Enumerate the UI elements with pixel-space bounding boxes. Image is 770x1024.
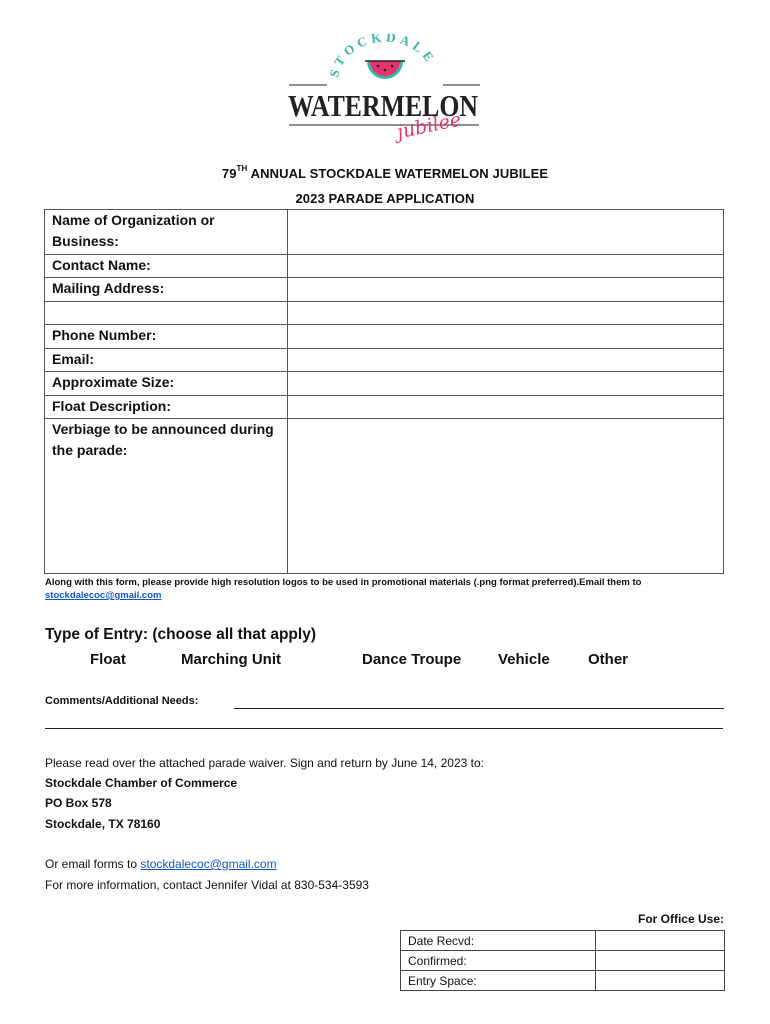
- logo-arc-text: STOCKDALE: [326, 34, 440, 79]
- confirmed-label: Confirmed:: [401, 951, 596, 971]
- form-row-organization: [45, 210, 724, 255]
- mailing-address-label: Mailing Address:: [45, 278, 288, 302]
- return-city: Stockdale, TX 78160: [45, 817, 161, 831]
- comments-input-line-1[interactable]: [234, 708, 724, 709]
- mailing-address-2-label: [45, 302, 288, 325]
- form-row-contact-name: [45, 255, 724, 278]
- note-email-link[interactable]: stockdalecoc@gmail.com: [45, 590, 162, 601]
- mailing-address-2-field[interactable]: [288, 302, 724, 325]
- confirmed-field[interactable]: [596, 951, 725, 971]
- approx-size-label: Approximate Size:: [45, 372, 288, 396]
- approx-size-field[interactable]: [288, 372, 724, 396]
- office-use-label: For Office Use:: [637, 912, 724, 926]
- entry-option-float[interactable]: Float: [90, 651, 126, 668]
- logo-main-text: WATERMELON: [288, 88, 478, 123]
- return-instruction: Please read over the attached parade waiver. Sign and return by June 14, 2023 to:: [45, 756, 484, 770]
- watermelon-jubilee-logo: [283, 34, 483, 144]
- form-row-float-description: [45, 396, 724, 419]
- entry-option-dance-troupe[interactable]: Dance Troupe: [362, 651, 462, 668]
- office-row-entry-space: [401, 971, 725, 991]
- float-description-field[interactable]: [288, 396, 724, 419]
- entry-space-label: Entry Space:: [401, 971, 596, 991]
- contact-info-line: For more information, contact Jennifer Vidal at 830-534-3593: [45, 878, 369, 892]
- verbiage-field[interactable]: [288, 419, 724, 574]
- form-row-mailing-address-2: [45, 302, 724, 325]
- email-forms-link[interactable]: stockdalecoc@gmail.com: [140, 857, 277, 871]
- comments-label: Comments/Additional Needs:: [45, 695, 199, 707]
- email-forms-line: Or email forms to stockdalecoc@gmail.com: [45, 857, 277, 871]
- email-field[interactable]: [288, 349, 724, 372]
- office-row-confirmed: [401, 951, 725, 971]
- float-description-label: Float Description:: [45, 396, 288, 419]
- entry-option-marching-unit[interactable]: Marching Unit: [181, 651, 281, 668]
- organization-label: Name of Organization or Business:: [45, 210, 288, 255]
- office-row-date-recvd: [401, 931, 725, 951]
- verbiage-label: Verbiage to be announced during the parade:: [45, 419, 288, 574]
- form-row-verbiage: [45, 419, 724, 574]
- page-title-line1: 79TH ANNUAL STOCKDALE WATERMELON JUBILEE: [221, 164, 549, 181]
- entry-option-vehicle[interactable]: Vehicle: [498, 651, 550, 668]
- form-row-approx-size: [45, 372, 724, 396]
- phone-field[interactable]: [288, 325, 724, 349]
- email-label: Email:: [45, 349, 288, 372]
- organization-field[interactable]: [288, 210, 724, 255]
- form-row-email: [45, 349, 724, 372]
- page-title-line2: 2023 PARADE APPLICATION: [295, 191, 475, 206]
- return-po-box: PO Box 578: [45, 796, 112, 810]
- date-recvd-field[interactable]: [596, 931, 725, 951]
- entry-space-field[interactable]: [596, 971, 725, 991]
- return-org-name: Stockdale Chamber of Commerce: [45, 776, 238, 790]
- form-row-mailing-address: [45, 278, 724, 302]
- contact-name-field[interactable]: [288, 255, 724, 278]
- entry-option-other[interactable]: Other: [588, 651, 629, 668]
- comments-input-line-2[interactable]: [45, 728, 723, 729]
- logo-instructions-note: Along with this form, please provide high resolution logos to be used in promotional materials (.png format preferred).Email them to stockdalecoc@gmail.com: [45, 577, 642, 601]
- mailing-address-field[interactable]: [288, 278, 724, 302]
- phone-label: Phone Number:: [45, 325, 288, 349]
- office-use-table: [400, 930, 725, 991]
- contact-name-label: Contact Name:: [45, 255, 288, 278]
- logo-script-text: jubilee: [394, 108, 464, 144]
- watermelon-icon: [365, 61, 405, 79]
- date-recvd-label: Date Recvd:: [401, 931, 596, 951]
- entry-type-title: Type of Entry: (choose all that apply): [45, 626, 316, 643]
- form-row-phone: [45, 325, 724, 349]
- application-form-table: [44, 209, 724, 574]
